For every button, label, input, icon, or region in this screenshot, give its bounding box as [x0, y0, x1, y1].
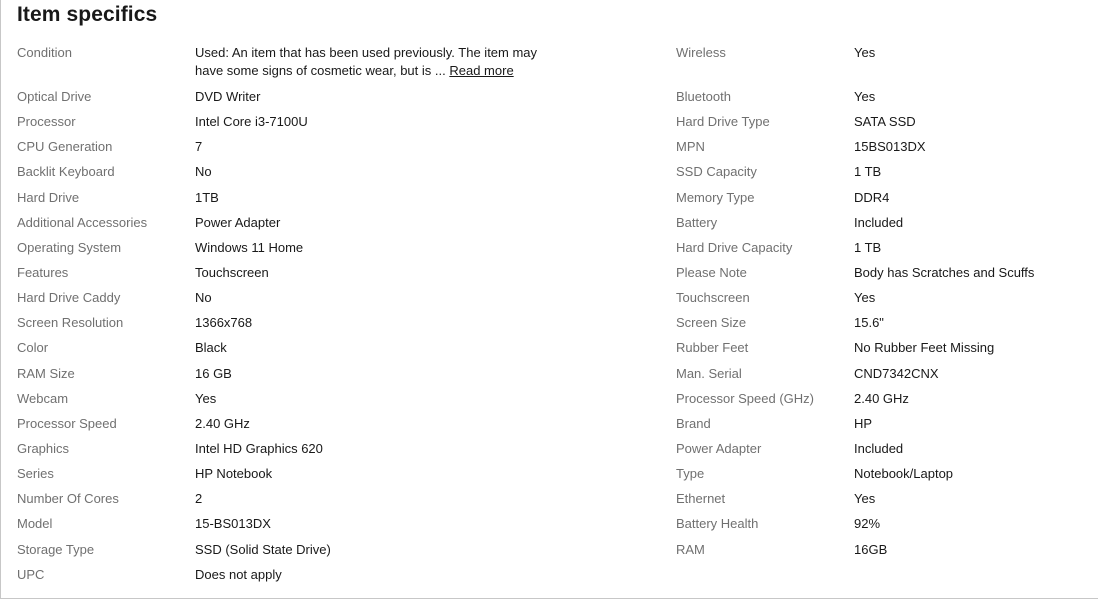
spec-row-mpn: [676, 138, 1086, 163]
spec-row-hard-drive-type: [676, 113, 1086, 138]
spec-label: SSD Capacity: [676, 164, 757, 180]
spec-row-processor-speed: [17, 415, 557, 440]
spec-value: 1 TB: [854, 164, 882, 180]
spec-label: Backlit Keyboard: [17, 164, 115, 180]
spec-value: 1 TB: [854, 239, 882, 255]
spec-row-rubber-feet: [676, 339, 1086, 364]
spec-value: No: [195, 164, 212, 180]
spec-label: MPN: [676, 139, 705, 155]
spec-value: 2.40 GHz: [195, 415, 250, 431]
spec-value: 2: [195, 491, 203, 507]
spec-row-backlit-keyboard: [17, 163, 557, 188]
spec-value: SATA SSD: [854, 114, 916, 130]
spec-label: CPU Generation: [17, 139, 113, 155]
spec-row-features: [17, 264, 557, 289]
spec-row-condition: [17, 44, 557, 88]
spec-row-man-serial: [676, 365, 1086, 390]
spec-label: Screen Size: [676, 315, 747, 331]
spec-row-hard-drive-caddy: [17, 289, 557, 314]
spec-value: Power Adapter: [195, 214, 281, 230]
spec-label: Additional Accessories: [17, 214, 148, 230]
spec-label: Brand: [676, 415, 711, 431]
spec-row-ssd-capacity: [676, 163, 1086, 188]
spec-label: Man. Serial: [676, 365, 742, 381]
spec-label: Features: [17, 264, 69, 280]
spec-row-processor: [17, 113, 557, 138]
spec-row-storage-type: [17, 541, 557, 566]
spec-label: Optical Drive: [17, 89, 92, 104]
spec-row-bluetooth: [676, 88, 1086, 113]
spec-label: Processor: [17, 114, 76, 130]
spec-row-hard-drive-capacity: [676, 239, 1086, 264]
spec-label: Hard Drive Capacity: [676, 239, 793, 255]
spec-value: CND7342CNX: [854, 365, 939, 381]
specs-right-column: [676, 44, 1086, 566]
spec-value: 15.6": [854, 315, 884, 331]
spec-label: Hard Drive Caddy: [17, 290, 121, 306]
spec-value: Touchscreen: [195, 264, 269, 280]
spec-label: Touchscreen: [676, 290, 750, 306]
spec-value: 16 GB: [195, 365, 232, 381]
spec-row-webcam: [17, 390, 557, 415]
read-more-link[interactable]: Read more: [449, 63, 514, 78]
spec-value: Yes: [854, 491, 876, 507]
spec-row-color: [17, 339, 557, 364]
spec-label: Storage Type: [17, 541, 95, 557]
spec-value: Included: [854, 214, 904, 230]
spec-label: Webcam: [17, 390, 69, 406]
spec-value: 16GB: [854, 541, 888, 557]
spec-label: Screen Resolution: [17, 315, 124, 331]
spec-label: Type: [676, 466, 705, 482]
spec-row-ethernet: [676, 490, 1086, 515]
spec-value: Yes: [195, 390, 217, 406]
spec-value: Yes: [854, 290, 876, 306]
spec-label: Bluetooth: [676, 89, 731, 104]
spec-value: Included: [854, 440, 904, 456]
spec-label: Model: [17, 516, 53, 532]
spec-row-processor-speed-ghz: [676, 390, 1086, 415]
section-title: Item specifics: [17, 3, 158, 26]
spec-value: Intel HD Graphics 620: [195, 440, 323, 456]
spec-label: Condition: [17, 45, 72, 60]
spec-row-number-of-cores: [17, 490, 557, 515]
spec-value: 1366x768: [195, 315, 253, 331]
spec-value: HP: [854, 415, 873, 431]
spec-value: No Rubber Feet Missing: [854, 340, 995, 356]
spec-label: Processor Speed: [17, 415, 117, 431]
spec-label: Graphics: [17, 440, 70, 456]
specs-left-column: [17, 44, 557, 591]
spec-row-screen-resolution: [17, 314, 557, 339]
spec-row-operating-system: [17, 239, 557, 264]
spec-row-series: [17, 465, 557, 490]
spec-row-screen-size: [676, 314, 1086, 339]
condition-text: Used: An item that has been used previously. The item may have some signs of cosmetic wear, but is ...: [195, 45, 538, 78]
specs-right-list: [676, 44, 1086, 566]
spec-row-upc: [17, 566, 557, 591]
spec-value: Windows 11 Home: [195, 239, 304, 255]
spec-label: Color: [17, 340, 49, 356]
spec-row-memory-type: [676, 189, 1086, 214]
spec-row-brand: [676, 415, 1086, 440]
spec-value: 1TB: [195, 189, 219, 205]
spec-value: Yes: [854, 45, 876, 60]
spec-value: 7: [195, 139, 203, 155]
spec-row-optical-drive: [17, 88, 557, 113]
spec-label: Rubber Feet: [676, 340, 749, 356]
spec-label: Battery Health: [676, 516, 759, 532]
spec-label: Hard Drive Type: [676, 114, 770, 130]
spec-label: Power Adapter: [676, 440, 762, 456]
spec-value: DVD Writer: [195, 89, 261, 104]
spec-label: UPC: [17, 566, 45, 582]
spec-value-condition: [195, 44, 557, 88]
spec-value: No: [195, 290, 212, 306]
spec-label: Hard Drive: [17, 189, 80, 205]
spec-row-graphics: [17, 440, 557, 465]
spec-row-wireless: [676, 44, 1086, 88]
spec-label: RAM: [676, 541, 705, 557]
spec-label: Please Note: [676, 264, 747, 280]
spec-value: Black: [195, 340, 227, 356]
spec-value: 15-BS013DX: [195, 516, 271, 532]
spec-row-hard-drive: [17, 189, 557, 214]
spec-value: 15BS013DX: [854, 139, 926, 155]
spec-value: Yes: [854, 89, 876, 104]
spec-row-ram-size: [17, 365, 557, 390]
spec-row-model: [17, 515, 557, 540]
spec-label: Memory Type: [676, 189, 755, 205]
spec-label: Wireless: [676, 45, 726, 60]
specs-left-list: [17, 88, 557, 591]
spec-value: SSD (Solid State Drive): [195, 541, 331, 557]
spec-label: Series: [17, 466, 54, 482]
spec-value: Intel Core i3-7100U: [195, 114, 308, 130]
spec-value: 92%: [854, 516, 881, 532]
spec-row-please-note: [676, 264, 1086, 289]
spec-row-cpu-generation: [17, 138, 557, 163]
spec-label: Battery: [676, 214, 718, 230]
spec-row-battery-health: [676, 515, 1086, 540]
spec-label: Number Of Cores: [17, 491, 119, 507]
spec-row-battery: [676, 214, 1086, 239]
spec-row-ram: [676, 541, 1086, 566]
spec-label: RAM Size: [17, 365, 75, 381]
spec-value: Notebook/Laptop: [854, 466, 954, 482]
spec-label: Operating System: [17, 239, 122, 255]
spec-label: Ethernet: [676, 491, 726, 507]
spec-row-type: [676, 465, 1086, 490]
spec-value: HP Notebook: [195, 466, 273, 482]
spec-label: Processor Speed (GHz): [676, 390, 814, 406]
spec-value: DDR4: [854, 189, 890, 205]
spec-value: Body has Scratches and Scuffs: [854, 264, 1035, 280]
spec-row-additional-accessories: [17, 214, 557, 239]
spec-value: Does not apply: [195, 566, 282, 582]
spec-row-touchscreen: [676, 289, 1086, 314]
spec-value: 2.40 GHz: [854, 390, 909, 406]
spec-row-power-adapter: [676, 440, 1086, 465]
